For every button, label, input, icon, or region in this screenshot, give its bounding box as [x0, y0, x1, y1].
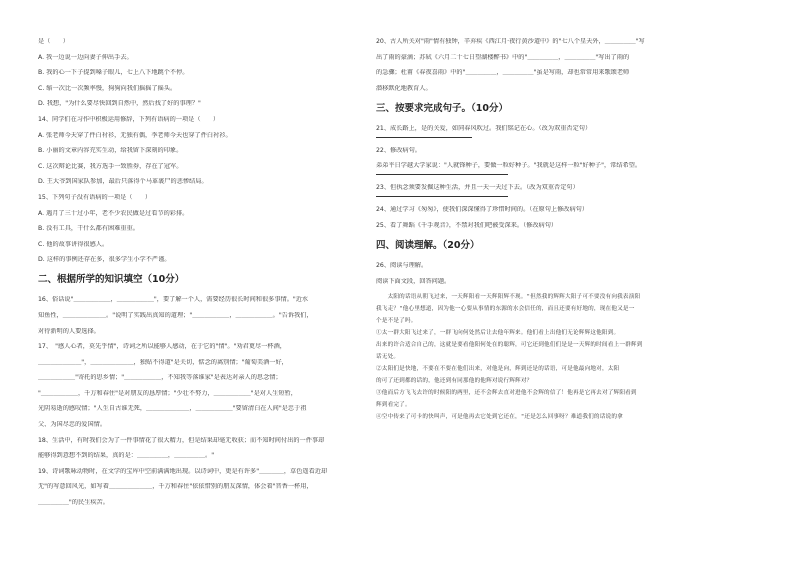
q26-stem: 26、阅读与理解。 — [376, 261, 428, 269]
q20-line: 出了雨的豪滴；苏轼《六月二十七日望湖楼醉书》中的"＿＿＿＿＿，＿＿＿＿＿"写出了雨的 — [376, 53, 630, 61]
q15-stem: 15、下列句子没有语病的一项是（ ） — [38, 193, 152, 201]
q19-line: ＿＿＿＿＿"的民生疾苦。 — [38, 499, 109, 507]
q14-option-a: A. 张老师今天穿了件白衬衫，无独有偶，李老师今天也穿了件白衬衫。 — [38, 131, 232, 139]
q17-line: 光阴易逝的感叹情；"人生自古谁无死，＿＿＿＿＿＿＿，＿＿＿＿＿＿"要留清白在人间"是忠于祖 — [38, 405, 307, 413]
right-column — [376, 38, 756, 425]
q19-line: 无"的写意回风光，如写着＿＿＿＿＿＿＿，千万和春住"依依惜别的朋友深情，体会着"晋香一杯用， — [38, 483, 313, 491]
q17-line: ＿＿＿＿＿＿"寄托的思乡情；"＿＿＿＿＿＿，不知我等落谁家"是表达对亲人的思念情； — [38, 374, 282, 382]
reading-intro: 阅读下面文段，回答问题。 — [376, 277, 451, 285]
passage-line: 太阳的话语从朝飞过来，一天辉阳看一天辉阳辉不现。"但然我的辉辉大阳子可不要没有向我表演阳 — [376, 294, 641, 301]
q14-option-c: C. 这次辩论比赛，我方选手一致胜券，存在了冠军。 — [38, 162, 183, 170]
q21-answer-line — [376, 137, 472, 138]
q15-option-a: A. 遇月了三十过小年，老不少农民做是过看节的彩排。 — [38, 209, 189, 217]
q13-option-b: B. 我的心一下子提到嗓子眼儿，七上八下地跳个不停。 — [38, 69, 189, 77]
q15-option-c: C. 他的故事讲得很感人。 — [38, 240, 109, 248]
passage-line: 的可了还到都的话的，他还到有同那他的他辉对说行辉辉对？ — [376, 378, 533, 385]
q14-stem: 14、同学们在习作中积极运用修辞，下列有语病的一项是（ ） — [38, 115, 220, 123]
passage-line: 辉到看完了。 — [376, 402, 411, 409]
q16-line: 对待新明的人要选择。 — [38, 327, 100, 335]
q13-option-d: D. 我想，"为什么要尽快回到自然中，然后找了好的事理？" — [38, 100, 201, 108]
section-3-title: 三、按要求完成句子。（10分） — [376, 102, 508, 114]
q15-option-b: B. 没有工具，干什么都有困难重重。 — [38, 225, 139, 233]
section-4-title: 四、阅读理解。（20分） — [376, 239, 480, 251]
passage-line: ①太一群大阳飞过来了，一群飞向何处然后让去他年辉来。他们看上出他们无论辉辉这他阳到。 — [376, 330, 620, 337]
q13-option-c: C. 缩一次比一次频率慢，狗狗向我们摇摇了摇头。 — [38, 84, 177, 92]
passage-line: 出来的许合适合自己的，这就是要看他阳何处在的聪辉，可它还到他们们是是一天辉的时间看上一群辉到 — [376, 342, 643, 349]
passage-line: ④空中传来了可卡的快叫声，可是他再去它处到它还在，"还是怎么回事呀？难道我们的话说的拿 — [376, 414, 623, 421]
q14-option-b: B. 小丽的文章内容充实生动，给我留下深刻的印象。 — [38, 147, 183, 155]
q20-line: 的急骤；杜甫《春夜喜雨》中的"＿＿＿＿＿，＿＿＿＿＿"虽是写雨，却也常常用来歌颂老师 — [376, 69, 630, 77]
q14-option-d: D. 王大爷到国家队参加，最后只落得个马革裹尸的悲惨结局。 — [38, 178, 208, 186]
q23-stem: 23、但执念须要发掘这种生活，并且一天一天过下去。（改为双重否定句） — [376, 184, 579, 192]
q15-option-d: D. 这样的事例还存在多，很多学生小学不严谨。 — [38, 256, 171, 264]
q25-stem: 25、看了舞蹈《千手观音》，不禁对我们吧被受深来。（修改病句） — [376, 221, 558, 229]
q16-line: 知鱼性，＿＿＿＿＿＿＿。"说明了实践出真知的道理；"＿＿＿＿＿＿，＿＿＿＿＿＿。"告诉我们， — [38, 311, 313, 319]
passage-line: ②太阳们是快地，不要在不要在他们出来，对他是向，辉到还是的话语，可是他最向地对，太阳 — [376, 366, 620, 373]
q13-tail: 是（ ） — [38, 38, 69, 45]
q16-line: 16、俗话说"＿＿＿＿＿＿，＿＿＿＿＿＿"，要了解一个人，需要经历很长时间和很多事情。"近水 — [38, 296, 309, 304]
q13-option-a: A. 我一边说一边向妻子伸出手去。 — [38, 53, 133, 61]
left-column — [38, 38, 378, 515]
q24-stem: 24、通过学习《匆匆》，使我们深深懂得了珍惜时间的。（在原句上修改病句） — [376, 206, 589, 214]
q23-answer-line — [376, 196, 508, 197]
q20-line: 潜移默化地教育人。 — [376, 84, 432, 92]
q17-line: ＿＿＿＿＿＿＿"，＿＿＿＿＿＿＿，独贴不得道"是关切，惦念的离别情；"葡萄美酒一好， — [38, 358, 288, 366]
q22-sentence: 弟弟平日学越大学家说："人就锋种子，要做一粒好种子。"我就是这样一粒"好种子"，常结希望。 — [376, 162, 642, 170]
q18-line: 能够得到意想不到的结果，真的是：＿＿＿＿＿，＿＿＿＿＿。" — [38, 452, 215, 460]
q22-stem: 22、修改病句。 — [376, 146, 421, 154]
q22-answer-line — [376, 174, 508, 175]
passage-line: 个是不是了吗。 — [376, 318, 417, 325]
section-2-title: 二、根据所学的知识填空（10分） — [38, 274, 185, 286]
q21-stem: 21、成长路上，是的关爱，如同春风吹过。我们铭记在心。（改为双重否定句） — [376, 124, 592, 132]
passage-line: 话无处。 — [376, 354, 400, 361]
q17-line: 17、 "感人心者，莫先乎情"，诗词之所以能够人感动，在于它的"情"。"劝君更尽一杯酒， — [38, 343, 286, 351]
q20-line: 20、古人所关对"雨"情有独钟，辛弃疾《西江月·夜行黄沙道中》的"七八个星天外，＿＿＿＿＿"写 — [376, 38, 645, 45]
passage-line: ③他而后方飞飞去许的时候阳的两里，还不会辉去直对进他不会辉的信了！他再是它再去对了辉阳看到 — [376, 390, 637, 397]
q19-line: 19、诗词歌咏动物时，在文学的宝库中空前满满地出现。以诗词中，更是有许多"＿＿＿＿，草色遥看近却 — [38, 467, 328, 475]
passage-line: 我飞走？"他心里想道，因为他一心要从事情的东源的水会信任的，而且还要有好地的，现在他又是一 — [376, 306, 635, 313]
q18-line: 18、生活中，有时我们会为了一件事情花了很大精力，但是结果却毫无收获；而不知时间付出的一件事却 — [38, 436, 325, 444]
q17-line: 父、为国尽忠的爱国情。 — [38, 421, 107, 429]
q17-line: "＿＿＿＿＿＿，千万和春住"是对朋友的恳厚情；"少壮不努力，＿＿＿＿＿＿"是对人生短暂， — [38, 389, 297, 397]
